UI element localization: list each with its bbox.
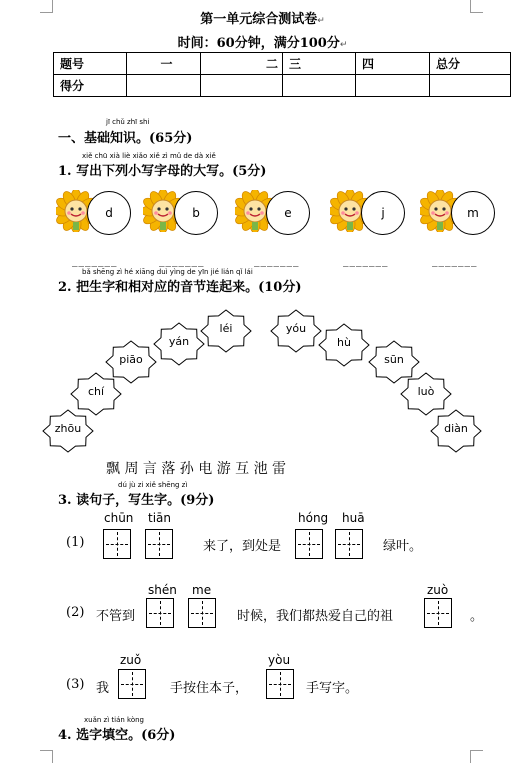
sentence-text: 绿叶。 bbox=[383, 539, 423, 554]
syllable-label: léi bbox=[219, 322, 233, 335]
writing-grid-box[interactable] bbox=[145, 529, 173, 559]
pinyin-hint: huā bbox=[342, 511, 365, 525]
pinyin-hint: tiān bbox=[148, 511, 171, 525]
table-cell: 总分 bbox=[430, 53, 511, 75]
q1-pinyin: xiě chū xià liè xiǎo xiě zì mǔ de dà xiě bbox=[82, 152, 216, 160]
q3-heading: 3. 读句子，写生字。(9分) bbox=[58, 493, 215, 508]
table-cell: 题号 bbox=[54, 53, 127, 75]
corner-mark-bottom-left bbox=[40, 750, 53, 763]
score-input-cell[interactable] bbox=[283, 75, 356, 97]
writing-grid-box[interactable] bbox=[335, 529, 363, 559]
answer-blank[interactable]: _______ bbox=[432, 254, 478, 267]
q1-heading: 1. 写出下列小写字母的大写。(5分) bbox=[58, 164, 267, 179]
score-input-cell[interactable] bbox=[356, 75, 430, 97]
answer-blank[interactable]: _______ bbox=[159, 254, 205, 267]
sentence-text: 来了，到处是 bbox=[203, 539, 282, 554]
syllable-star[interactable] bbox=[318, 323, 370, 367]
syllable-label: luò bbox=[417, 385, 435, 398]
letter-circle: j bbox=[361, 191, 405, 235]
syllable-label: diàn bbox=[444, 422, 468, 435]
writing-grid-box[interactable] bbox=[266, 669, 294, 699]
letter-circle: b bbox=[174, 191, 218, 235]
sentence-number: (2) bbox=[66, 605, 85, 620]
writing-grid-box[interactable] bbox=[118, 669, 146, 699]
section1-heading: 一、基础知识。(65分) bbox=[58, 131, 193, 146]
pinyin-hint: chūn bbox=[104, 511, 134, 525]
sentence-text: 时候，我们都热爱自己的祖 bbox=[237, 609, 394, 624]
table-cell: 二 bbox=[201, 53, 283, 75]
q2-pinyin: bǎ shēng zì hé xiāng duì yìng de yīn jié lián qǐ lái bbox=[82, 268, 253, 276]
q2-heading: 2. 把生字和相对应的音节连起来。(10分) bbox=[58, 280, 302, 295]
syllable-label: chí bbox=[87, 385, 105, 398]
page-title: 第一单元综合测试卷↵ bbox=[200, 12, 325, 27]
pinyin-hint: shén bbox=[148, 583, 177, 597]
writing-grid-box[interactable] bbox=[103, 529, 131, 559]
pinyin-hint: yòu bbox=[268, 653, 291, 667]
pinyin-hint: zuò bbox=[427, 583, 449, 597]
table-cell: 一 bbox=[127, 53, 201, 75]
pinyin-hint: hóng bbox=[298, 511, 329, 525]
q3-pinyin: dú jù zi xiě shēng zì bbox=[118, 481, 188, 489]
sentence-text: 不管到 bbox=[96, 609, 136, 624]
syllable-star[interactable] bbox=[105, 340, 157, 384]
sentence-number: (3) bbox=[66, 677, 85, 692]
score-input-cell[interactable] bbox=[127, 75, 201, 97]
syllable-star[interactable] bbox=[430, 409, 482, 453]
sentence-number: (1) bbox=[66, 535, 85, 550]
syllable-star[interactable] bbox=[153, 322, 205, 366]
pinyin-hint: me bbox=[192, 583, 212, 597]
writing-grid-box[interactable] bbox=[188, 598, 216, 628]
writing-grid-box[interactable] bbox=[295, 529, 323, 559]
letter-circle: e bbox=[266, 191, 310, 235]
sentence-text: 我 bbox=[96, 681, 110, 696]
sentence-text: 手按住本子， bbox=[170, 681, 249, 696]
answer-blank[interactable]: _______ bbox=[72, 254, 118, 267]
syllable-label: yán bbox=[168, 335, 190, 348]
table-cell: 三 bbox=[283, 53, 356, 75]
letter-circle: d bbox=[87, 191, 131, 235]
pinyin-hint: zuǒ bbox=[120, 653, 142, 667]
answer-blank[interactable]: _______ bbox=[254, 254, 300, 267]
table-cell: 得分 bbox=[54, 75, 127, 97]
score-table bbox=[53, 52, 511, 97]
syllable-label: hù bbox=[337, 336, 351, 349]
q4-heading: 4. 选字填空。(6分) bbox=[58, 728, 176, 743]
letter-circle: m bbox=[451, 191, 495, 235]
score-input-cell[interactable] bbox=[430, 75, 511, 97]
syllable-label: yóu bbox=[285, 322, 307, 335]
score-table-score-row bbox=[54, 75, 511, 97]
syllable-label: zhōu bbox=[54, 422, 82, 435]
score-table-header-row bbox=[54, 53, 511, 75]
sentence-text: 手写字。 bbox=[306, 681, 359, 696]
corner-mark-bottom-right bbox=[470, 750, 483, 763]
q4-pinyin: xuǎn zì tián kòng bbox=[84, 716, 144, 724]
table-cell: 四 bbox=[356, 53, 430, 75]
writing-grid-box[interactable] bbox=[146, 598, 174, 628]
page-subtitle: 时间：60分钟，满分100分↵ bbox=[177, 36, 348, 51]
answer-blank[interactable]: _______ bbox=[343, 254, 389, 267]
syllable-star[interactable] bbox=[270, 309, 322, 353]
writing-grid-box[interactable] bbox=[424, 598, 452, 628]
sentence-text: 。 bbox=[470, 609, 484, 624]
score-input-cell[interactable] bbox=[201, 75, 283, 97]
q2-character-list: 飘 周 言 落 孙 电 游 互 池 雷 bbox=[106, 461, 287, 477]
syllable-label: piāo bbox=[119, 353, 143, 366]
syllable-label: sūn bbox=[384, 353, 404, 366]
syllable-star[interactable] bbox=[200, 309, 252, 353]
section1-pinyin: jī chǔ zhī shi bbox=[106, 118, 150, 126]
